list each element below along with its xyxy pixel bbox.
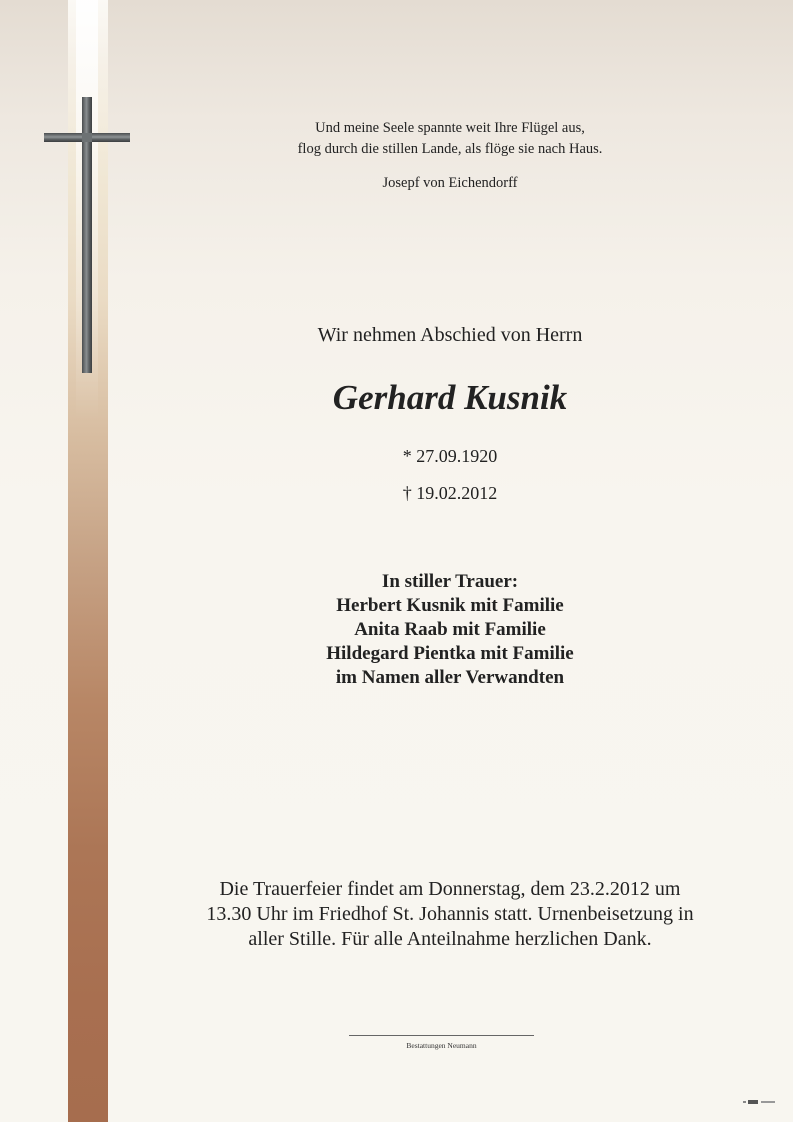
mourners-list: [110, 570, 790, 690]
publisher-mark: [743, 1100, 775, 1104]
mourner-line: im Namen aller Verwandten: [335, 667, 565, 688]
service-announcement: [150, 877, 750, 952]
mourners-heading: In stiller Trauer:: [381, 571, 519, 592]
quote-line-1: Und meine Seele spannte weit Ihre Flügel aus,: [315, 120, 585, 136]
funeral-home-name: Bestattungen Neumann: [406, 1041, 477, 1050]
quote-line-2: flog durch die stillen Lande, als flöge sie nach Haus.: [297, 141, 603, 157]
service-line: aller Stille. Für alle Anteilnahme herzlichen Dank.: [248, 928, 652, 950]
poem-quote: [110, 118, 790, 194]
service-line: 13.30 Uhr im Friedhof St. Johannis statt. Urnenbeisetzung in: [206, 903, 694, 925]
death-date: † 19.02.2012: [402, 483, 498, 503]
farewell-heading: Wir nehmen Abschied von Herrn: [317, 324, 583, 346]
service-line: Die Trauerfeier findet am Donnerstag, dem 23.2.2012 um: [219, 878, 681, 900]
birth-date: * 27.09.1920: [402, 446, 498, 466]
deceased-name: Gerhard Kusnik: [332, 378, 568, 417]
quote-author: Josepf von Eichendorff: [382, 175, 518, 191]
mourner-line: Hildegard Pientka mit Familie: [326, 643, 574, 664]
mourner-line: Anita Raab mit Familie: [354, 619, 546, 640]
mourner-line: Herbert Kusnik mit Familie: [336, 595, 564, 616]
signature-divider: [349, 1035, 534, 1036]
